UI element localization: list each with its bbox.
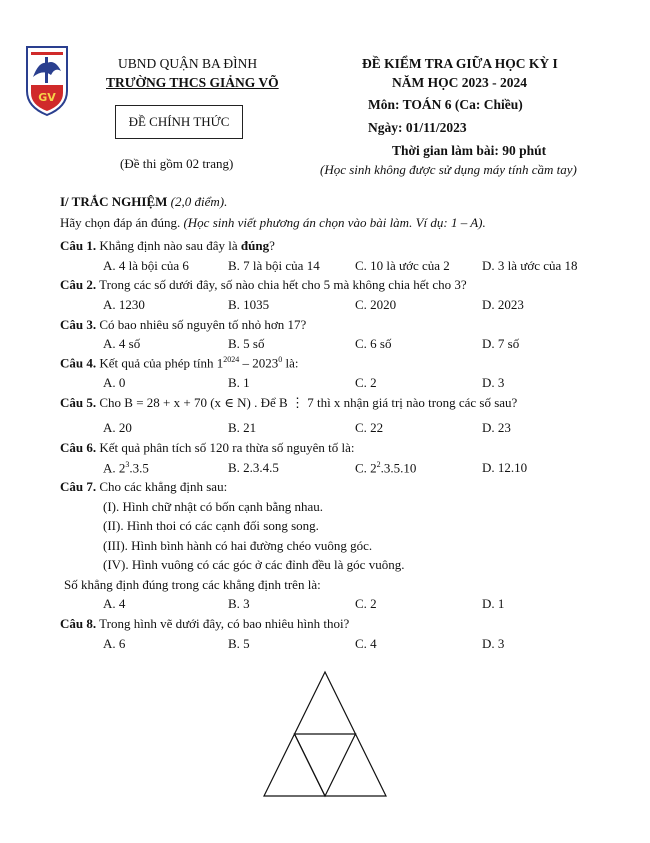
- question-text: Kết quả phân tích số 120 ra thừa số nguyên tố là:: [99, 440, 355, 455]
- q8-option-a: A. 6: [103, 636, 126, 651]
- question-text: Có bao nhiêu số nguyên tố nhỏ hơn 17?: [99, 317, 307, 332]
- question-text: Cho B = 28 + x + 70 (x ∈ N) . Để B ⋮ 7 thì x nhận giá trị nào trong các số sau?: [99, 395, 518, 410]
- opt-a-exp: 3: [125, 460, 130, 469]
- instruction-italic: (Học sinh viết phương án chọn vào bài làm. Ví dụ: 1 – A).: [183, 215, 486, 230]
- opt-a-pre: A. 2: [103, 460, 126, 476]
- q6-option-a: [103, 460, 149, 476]
- q2-option-b: B. 1035: [228, 297, 270, 312]
- q1-option-a: A. 4 là bội của 6: [103, 258, 189, 273]
- question-8: [60, 616, 349, 632]
- q7-option-d: D. 1: [482, 596, 505, 611]
- question-text: Cho các khẳng định sau:: [99, 479, 228, 494]
- logo-text: GV: [38, 91, 56, 104]
- district-name: UBND QUẬN BA ĐÌNH: [118, 56, 258, 71]
- q5-option-b: B. 21: [228, 420, 257, 435]
- expr-exp1: 2024: [223, 355, 240, 364]
- q7-option-b: B. 3: [228, 596, 250, 611]
- instruction: [60, 215, 486, 231]
- question-label: Câu 7.: [60, 479, 97, 494]
- statement-2: (II). Hình thoi có các cạnh đối song song.: [103, 518, 319, 533]
- section-points: (2,0 điểm).: [170, 194, 228, 209]
- q5-option-c: C. 22: [355, 420, 384, 435]
- question-3: [60, 317, 306, 333]
- question-label: Câu 8.: [60, 616, 97, 631]
- exam-date: Ngày: 01/11/2023: [368, 120, 467, 135]
- q3-option-c: C. 6 số: [355, 336, 392, 351]
- question-text: Kết quả của phép tính: [99, 355, 217, 371]
- official-label: ĐỀ CHÍNH THỨC: [128, 114, 230, 129]
- q3-option-a: A. 4 số: [103, 336, 141, 351]
- triangle-figure: [260, 668, 390, 800]
- q4-option-b: B. 1: [228, 375, 250, 390]
- q4-option-c: C. 2: [355, 375, 377, 390]
- q8-option-b: B. 5: [228, 636, 250, 651]
- question-text: Khẳng định nào sau đây là: [99, 238, 241, 253]
- question-text-post: ?: [269, 238, 275, 253]
- duration: Thời gian làm bài: 90 phút: [392, 143, 547, 158]
- statement-3: (III). Hình bình hành có hai đường chéo vuông góc.: [103, 538, 373, 553]
- expr-exp2: 0: [278, 355, 283, 364]
- question-text: Trong hình vẽ dưới đây, có bao nhiêu hình thoi?: [99, 616, 350, 631]
- question-text-post: là:: [282, 355, 299, 371]
- q6-option-c: [355, 460, 416, 476]
- q2-option-a: A. 1230: [103, 297, 145, 312]
- q7-option-a: A. 4: [103, 596, 126, 611]
- question-label: Câu 1.: [60, 238, 97, 253]
- statement-4: (IV). Hình vuông có các góc ở các đỉnh đều là góc vuông.: [103, 557, 405, 572]
- q2-option-d: D. 2023: [482, 297, 524, 312]
- school-year: NĂM HỌC 2023 - 2024: [392, 75, 527, 90]
- question-label: Câu 3.: [60, 317, 97, 332]
- expr-base: 1: [216, 355, 224, 371]
- q1-option-b: B. 7 là bội của 14: [228, 258, 320, 273]
- question-6: [60, 440, 354, 456]
- subject: Môn: TOÁN 6 (Ca: Chiều): [368, 97, 523, 112]
- q8-option-d: D. 3: [482, 636, 505, 651]
- q1-option-d: D. 3 là ước của 18: [482, 258, 578, 273]
- q6-option-d: D. 12.10: [482, 460, 528, 475]
- exam-title: ĐỀ KIỂM TRA GIỮA HỌC KỲ I: [362, 56, 558, 71]
- opt-c-post: .3.5.10: [380, 460, 417, 476]
- opt-a-post: .3.5: [129, 460, 149, 476]
- instruction-plain: Hãy chọn đáp án đúng.: [60, 215, 184, 230]
- statement-1: (I). Hình chữ nhật có bốn cạnh bằng nhau.: [103, 499, 324, 514]
- section-title: [60, 194, 227, 210]
- q7-tail: Số khẳng định đúng trong các khẳng định trên là:: [64, 577, 321, 592]
- q5-option-d: D. 23: [482, 420, 511, 435]
- q8-option-c: C. 4: [355, 636, 377, 651]
- q3-option-b: B. 5 số: [228, 336, 265, 351]
- question-text: Trong các số dưới đây, số nào chia hết cho 5 mà không chia hết cho 3?: [99, 277, 467, 292]
- question-label: Câu 6.: [60, 440, 97, 455]
- q4-option-a: A. 0: [103, 375, 126, 390]
- school-logo: [25, 45, 69, 117]
- q6-option-b: B. 2.3.4.5: [228, 460, 279, 475]
- opt-c-exp: 2: [376, 460, 381, 469]
- page-count: (Đề thi gồm 02 trang): [120, 156, 234, 171]
- expr-mid: – 2023: [239, 355, 279, 371]
- q5-option-a: A. 20: [103, 420, 132, 435]
- opt-c-pre: C. 2: [355, 460, 377, 476]
- question-4: [60, 355, 298, 371]
- question-5: [60, 395, 517, 411]
- question-1: [60, 238, 275, 254]
- section-title-text: I/ TRẮC NGHIỆM: [60, 194, 168, 209]
- q3-option-d: D. 7 số: [482, 336, 520, 351]
- question-label: Câu 2.: [60, 277, 97, 292]
- q1-option-c: C. 10 là ước của 2: [355, 258, 450, 273]
- question-label: Câu 5.: [60, 395, 97, 410]
- question-text-bold: đúng: [240, 238, 270, 253]
- calculator-note: (Học sinh không được sử dụng máy tính cầm tay): [320, 162, 577, 177]
- q4-option-d: D. 3: [482, 375, 505, 390]
- question-label: Câu 4.: [60, 355, 97, 371]
- official-stamp-box: [115, 105, 243, 139]
- school-name: TRƯỜNG THCS GIẢNG VÕ: [106, 75, 279, 90]
- question-2: [60, 277, 467, 293]
- q7-option-c: C. 2: [355, 596, 377, 611]
- question-7: [60, 479, 227, 495]
- q2-option-c: C. 2020: [355, 297, 397, 312]
